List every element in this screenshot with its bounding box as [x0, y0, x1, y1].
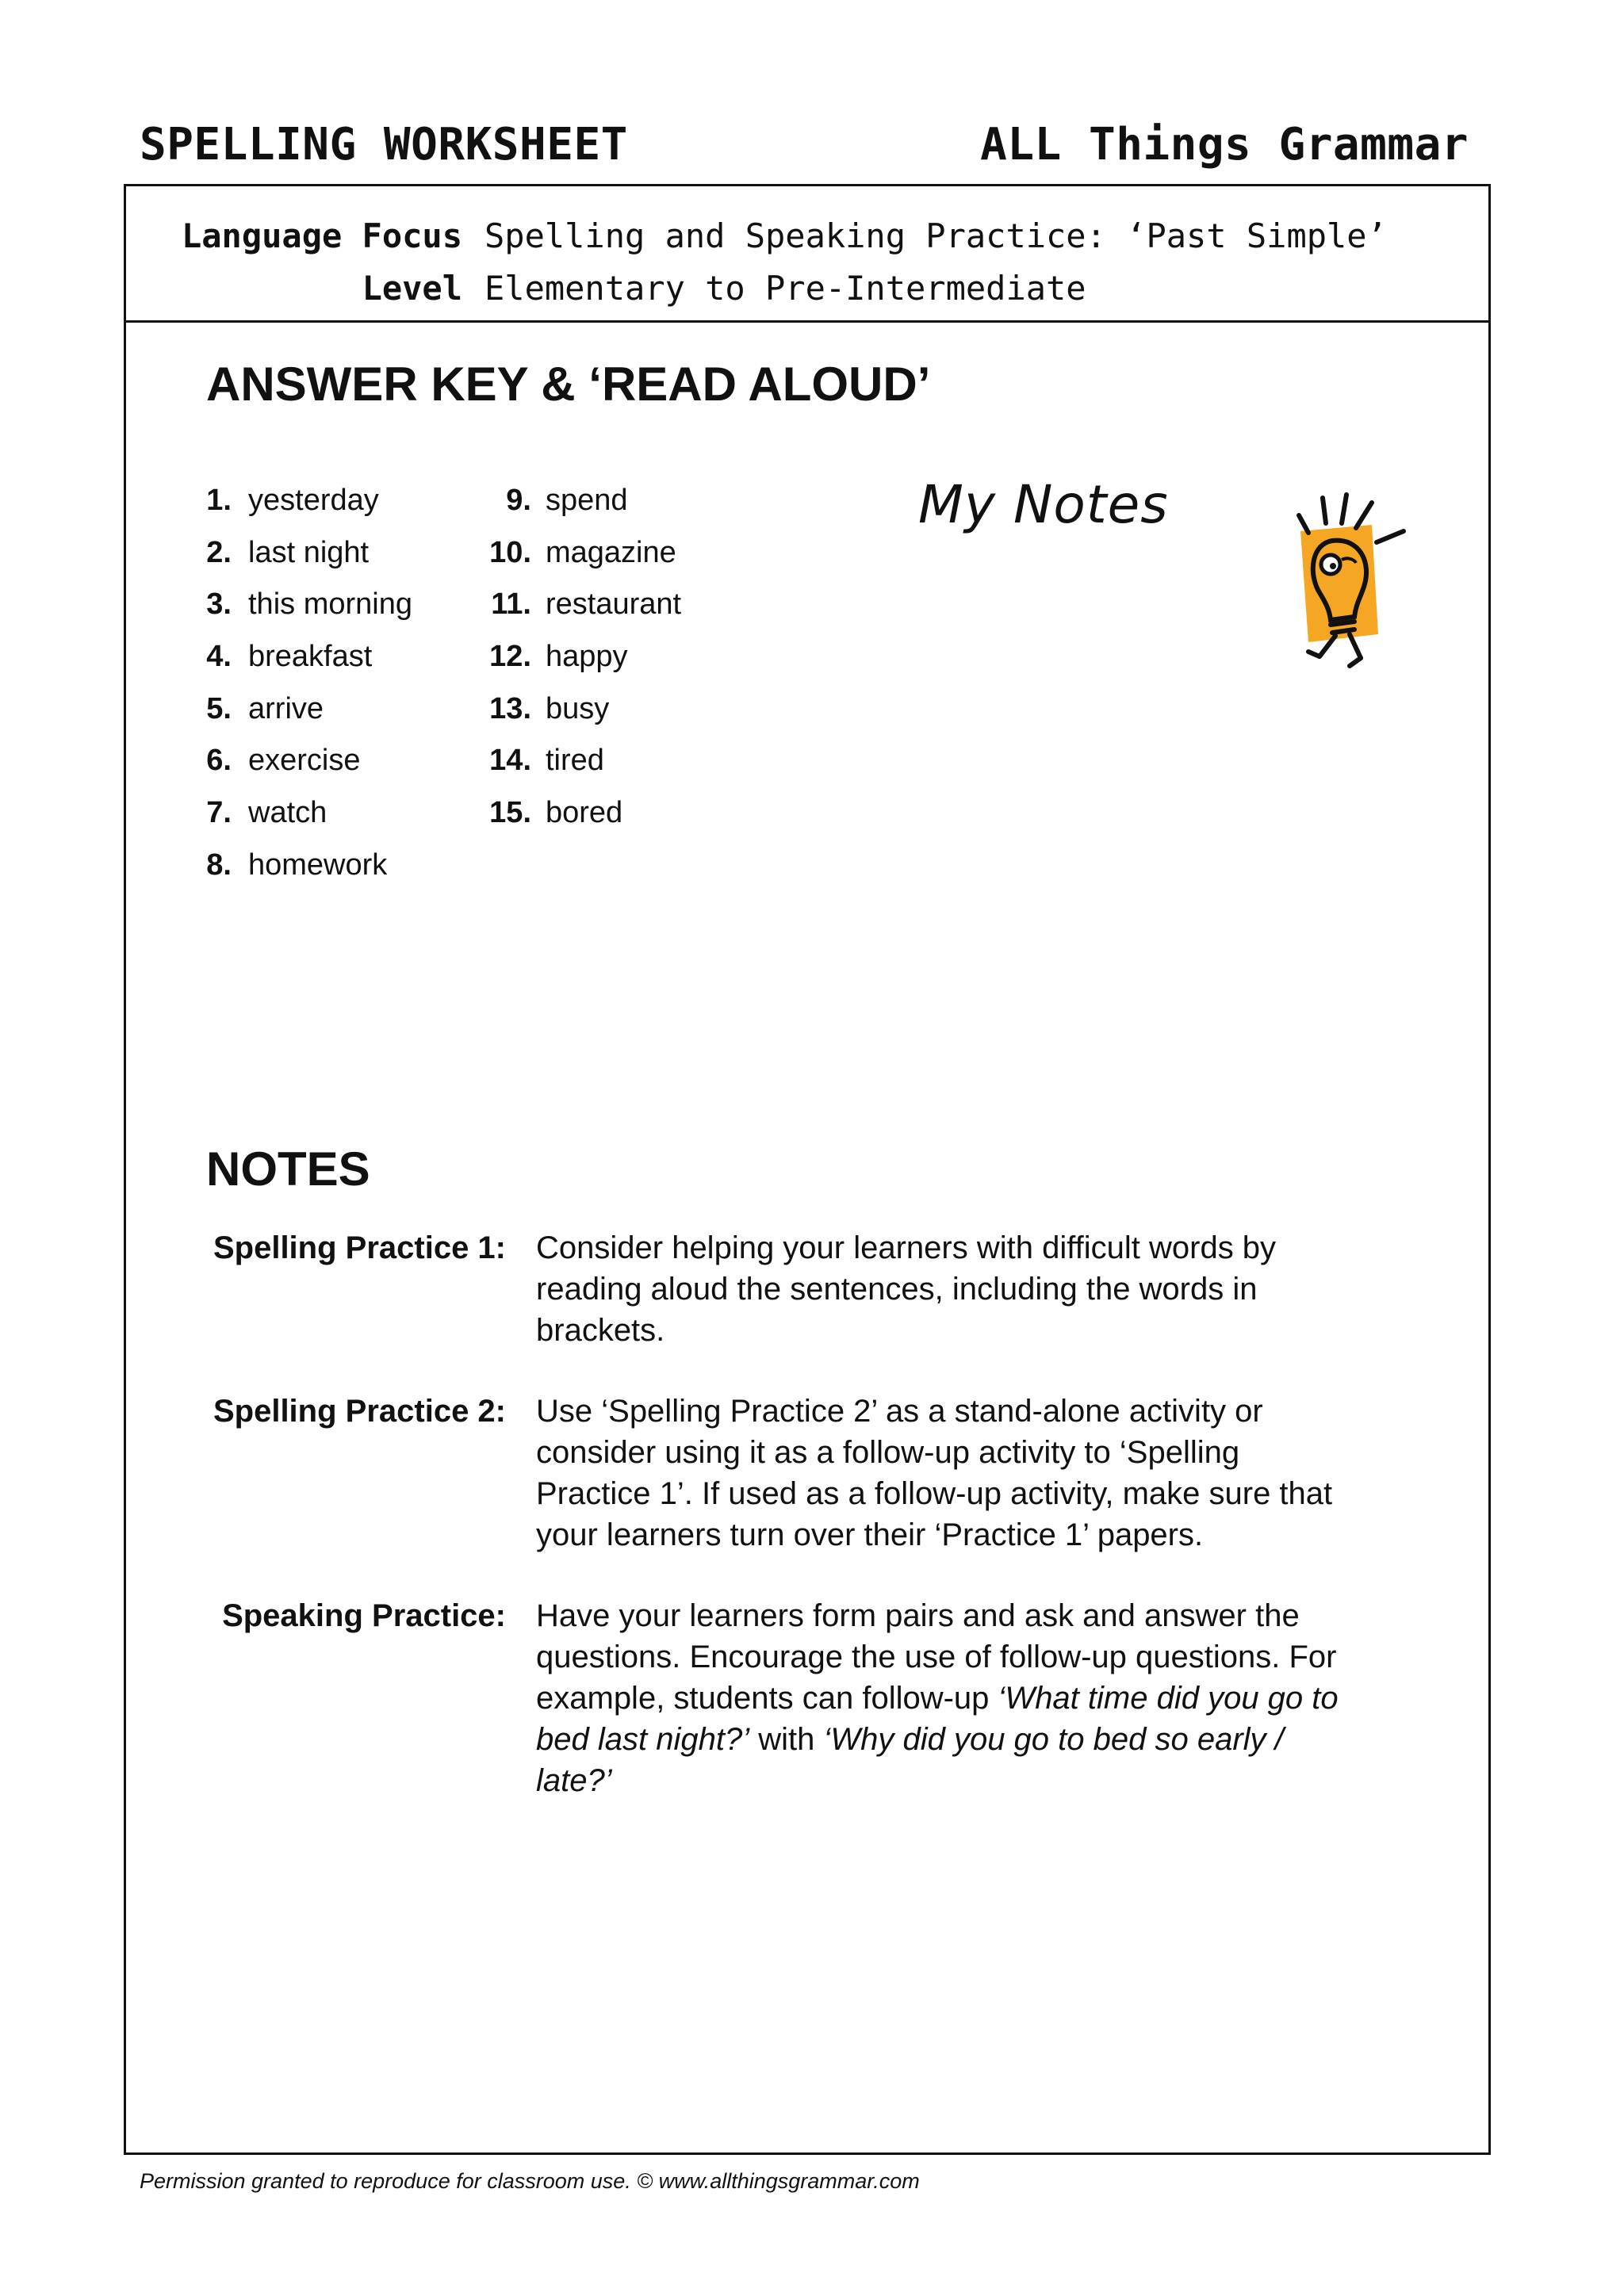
answer-word: bored: [546, 796, 623, 830]
answer-number: 15.: [489, 796, 531, 830]
answer-number: 1.: [206, 484, 232, 517]
answer-number: 7.: [206, 796, 232, 830]
answer-word: busy: [546, 691, 610, 725]
answer-number: 14.: [489, 744, 531, 778]
note-label: Spelling Practice 1:: [213, 1230, 506, 1265]
note-label: Speaking Practice:: [222, 1598, 506, 1633]
brand-name: ALL Things Grammar: [980, 119, 1469, 170]
answer-word: homework: [248, 848, 388, 882]
answer-word: spend: [546, 484, 628, 517]
note-text-segment: Have your learners form pairs and ask and answer the questions. Encourage the use of follow-up questions. For example, students can follow-up: [536, 1598, 1337, 1716]
answer-number: 5.: [206, 691, 232, 725]
answer-item: [452, 796, 848, 848]
answer-item: [452, 587, 848, 640]
answer-number: 2.: [206, 535, 232, 569]
answer-number: 8.: [206, 848, 232, 882]
level-value: Elementary to Pre-Intermediate: [485, 269, 1086, 308]
answer-list-column-2: [452, 484, 848, 848]
answer-word: magazine: [546, 535, 676, 569]
note-text: [536, 1227, 1361, 1351]
answer-word: watch: [248, 796, 327, 830]
note-text: [536, 1391, 1361, 1556]
language-focus-label: Language Focus: [181, 216, 462, 255]
answer-item: [452, 640, 848, 692]
answer-item: [452, 536, 848, 588]
note-label: Spelling Practice 2:: [213, 1394, 506, 1429]
language-focus-value: Spelling and Speaking Practice: ‘Past Simple’: [485, 216, 1387, 255]
answer-word: tired: [546, 744, 604, 778]
lightbulb-character-icon: [1285, 484, 1419, 674]
answer-number: 6.: [206, 744, 232, 778]
answer-word: arrive: [248, 691, 324, 725]
answer-number: 4.: [206, 640, 232, 674]
answer-word: happy: [546, 640, 628, 674]
footer-permission: Permission granted to reproduce for classroom use. © www.allthingsgrammar.com: [140, 2169, 920, 2193]
level-row: [126, 269, 1493, 316]
note-italic-quote: ‘What time did you go to bed last night?’: [536, 1681, 1339, 1757]
answer-number: 10.: [489, 535, 531, 569]
answer-number: 11.: [491, 587, 531, 622]
worksheet-title: SPELLING WORKSHEET: [140, 119, 628, 170]
answer-word: this morning: [248, 587, 412, 622]
answer-word: breakfast: [248, 640, 373, 674]
answer-number: 3.: [206, 587, 232, 622]
note-text-segment: Use ‘Spelling Practice 2’ as a stand-alone activity or consider using it as a follow-up activity to ‘Spelling Practice 1’. If used as a follow-up activity, make sure that your learners turn over their ‘Practice 1’ papers.: [536, 1394, 1333, 1552]
language-focus-row: [126, 216, 1493, 264]
answer-item: [452, 484, 848, 536]
answer-item: [159, 848, 634, 901]
level-label: Level: [362, 269, 462, 308]
answer-word: restaurant: [546, 587, 682, 622]
answer-item: [452, 692, 848, 744]
note-italic-quote: ‘Why did you go to bed so early / late?’: [536, 1722, 1284, 1798]
answer-key-heading: ANSWER KEY & ‘READ ALOUD’: [206, 358, 931, 411]
answer-item: [452, 744, 848, 796]
answer-number: 9.: [506, 484, 531, 517]
answer-number: 13.: [489, 691, 531, 725]
note-text: [536, 1595, 1361, 1801]
notes-heading: NOTES: [206, 1142, 370, 1196]
info-header-box: [126, 186, 1488, 323]
my-notes-title: My Notes: [918, 474, 1169, 535]
answer-word: exercise: [248, 744, 361, 778]
note-text-segment: with: [749, 1722, 824, 1757]
note-text-segment: Consider helping your learners with difficult words by reading aloud the sentences, including the words in brackets.: [536, 1230, 1277, 1348]
answer-word: last night: [248, 535, 370, 569]
answer-number: 12.: [489, 640, 531, 674]
answer-word: yesterday: [248, 484, 379, 517]
